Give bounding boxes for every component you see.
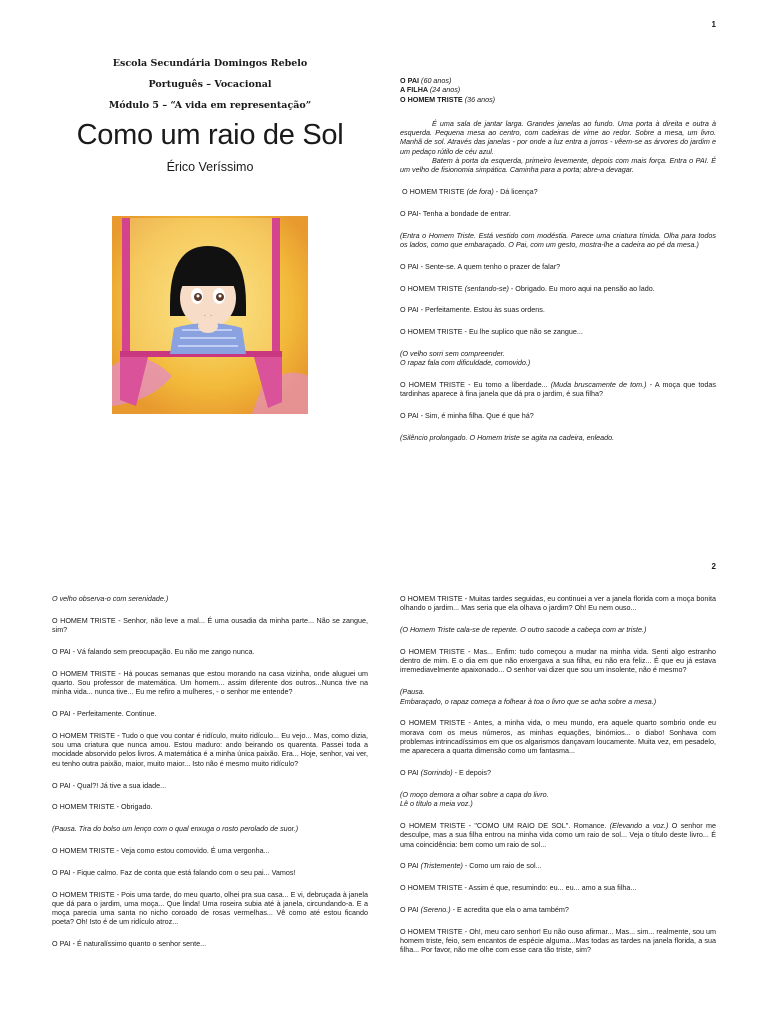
- document-page-2: [0, 548, 768, 1024]
- cast-item: O PAI (60 anos): [400, 76, 452, 85]
- stage-direction: Batem à porta da esquerda, primeiro levemente, depois com mais força. Entra o PAI. É um velho de fisionomia simpática. Caminha para a porta; abre-a devagar.: [400, 156, 716, 175]
- page2-right-column: [400, 594, 716, 967]
- dialogue-line: O PAI - Sim, é minha filha. Que é que há?: [400, 411, 534, 421]
- dialogue-line: O HOMEM TRISTE - Muitas tardes seguidas, eu continuei a ver a janela florida com a moça bonita olhando o jardim... Mas seria que ela olhava o jardim? Oh! Eu nem ouso...: [400, 594, 716, 613]
- page-number: 2: [711, 562, 716, 571]
- dialogue-line: O PAI - Perfeitamente. Estou às suas ordens.: [400, 305, 545, 315]
- dialogue-line: O PAI - É naturalíssimo quanto o senhor sente...: [52, 939, 207, 949]
- dialogue-line: O PAI - Sente-se. A quem tenho o prazer de falar?: [400, 261, 561, 271]
- dialogue-line: O PAI- Tenha a bondade de entrar.: [400, 208, 511, 218]
- dialogue-line: O HOMEM TRISTE - Veja como estou comovido. É uma vergonha...: [52, 845, 270, 855]
- stage-direction: (O moço demora a olhar sobre a capa do livro. Lê o título a meia voz.): [400, 789, 549, 809]
- dialogue-line: O HOMEM TRISTE (sentando-se) - Obrigado. Eu moro aqui na pensão ao lado.: [400, 283, 655, 293]
- course-name: Português – Vocacional: [148, 79, 272, 90]
- dialogue-line: O HOMEM TRISTE - Oh!, meu caro senhor! Eu não ouso afirmar... Mas... sim... realmente, sou um homem triste, feio, sem encantos de espécie alguma...Mas todas as tardes na janela florida, a sua filha... Por favor, não me olhe com esse cara tão triste, sim?: [400, 926, 716, 955]
- dialogue-line: O PAI - Vá falando sem preocupação. Eu não me zango nunca.: [52, 646, 255, 656]
- cover-illustration: [112, 216, 308, 414]
- girl-at-window-illustration: [112, 216, 308, 414]
- play-author: Érico Veríssimo: [166, 160, 254, 174]
- stage-direction: (Pausa. Tira do bolso um lenço com o qual enxuga o rosto perolado de suor.): [52, 824, 299, 834]
- dialogue-line: O PAI (Sorrindo) - E depois?: [400, 768, 491, 778]
- dialogue-line: O HOMEM TRISTE - Eu tomo a liberdade... (Muda bruscamente de tom.) - A moça que todas tardinhas aparece à fina janela que dá pra o jardim, é sua filha?: [400, 380, 716, 399]
- dialogue-line: O PAI - Qual?! Já tive a sua idade...: [52, 780, 167, 790]
- stage-direction: (O Homem Triste cala-se de repente. O outro sacode a cabeça com ar triste.): [400, 625, 647, 635]
- cast-item: A FILHA (24 anos): [400, 85, 461, 95]
- dialogue-line: O HOMEM TRISTE - Senhor, não leve a mal... É uma ousadia da minha parte... Não se zangue, sim?: [52, 615, 368, 635]
- dialogue-line: O HOMEM TRISTE (de fora) - Dá licença?: [402, 187, 538, 197]
- school-header: [60, 53, 360, 116]
- dialogue-line: O HOMEM TRISTE - Obrigado.: [52, 802, 153, 812]
- page-number: 1: [711, 20, 716, 29]
- dialogue-line: O HOMEM TRISTE - Eu lhe suplico que não se zangue...: [400, 327, 583, 337]
- dialogue-line: O HOMEM TRISTE - Há poucas semanas que estou morando na casa vizinha, onde aluguei um quarto. Sou professor de matemática. Um homem... assim diferente dos outros...Nunca tive na minha vida... nunca tive... Eu me refiro a mulheres, - o senhor me entende?: [52, 668, 368, 697]
- dialogue-line: O HOMEM TRISTE - Mas... Enfim: tudo começou a mudar na minha vida. Senti algo estranho dentro de mim. E o dia em que não enxergava a sua filha, eu não era feliz... É que eu já estava irremediavelmente apaixonado... O senhor vai dizer que sou um insolente, não é mesmo?: [400, 646, 717, 675]
- dialogue-line: O HOMEM TRISTE - Antes, a minha vida, o meu mundo, era aquele quarto sombrio onde eu morava com os meus números, as minhas equações, binómios... o diabo! Sonhava com problemas intrincadíssimos em que os algarismos dançavam loucamente. Muita vez, em pesadelo, me aparecera a quarta dimensão como um fantasma...: [400, 718, 716, 756]
- stage-direction: O velho observa-o com serenidade.): [52, 594, 169, 603]
- stage-direction: (Pausa. Embaraçado, o rapaz começa a folhear à toa o livro que se acha sobre a mesa.): [400, 687, 657, 706]
- page1-right-column: [400, 76, 716, 455]
- play-title: Como um raio de Sol: [76, 119, 344, 151]
- school-name: Escola Secundária Domingos Rebelo: [112, 58, 308, 69]
- stage-direction: (Entra o Homem Triste. Está vestido com modéstia. Parece uma criatura tímida. Olha para todos os lados, como que embaraçado. O Pai, com um gesto, mostra-lhe a cadeira ao pé da mesa.): [400, 230, 716, 250]
- stage-direction: É uma sala de jantar larga. Grandes janelas ao fundo. Uma porta à direita e outra à esquerda. Pequena mesa ao centro, com cadeiras de vime ao redor. Sobre a mesa, um livro. Manhã de sol. Através das janelas - por onde a luz entra a jorros - vêem-se as árvores do jardim e um pedaço rútilo de céu azul.: [400, 118, 716, 156]
- dialogue-line: O PAI - Perfeitamente. Continue.: [52, 709, 157, 719]
- stage-direction: (Silêncio prolongado. O Homem triste se agita na cadeira, enleado.: [400, 433, 615, 443]
- dialogue-line: O PAI (Sereno.) - E acredita que ela o ama também?: [400, 904, 569, 914]
- page2-left-column: [52, 594, 368, 961]
- dialogue-line: O HOMEM TRISTE - Assim é que, resumindo: eu... eu... amo a sua filha...: [400, 883, 637, 893]
- dialogue-line: O PAI (Tristemente) - Como um raio de sol...: [400, 861, 542, 871]
- dialogue-line: O HOMEM TRISTE - Tudo o que vou contar é ridículo, muito ridículo... Eu vejo... Mas, como dizia, sou uma criatura que nunca amou. Estou maduro: ando beirando os quarenta. Passei toda a mocidade absorvido pelos livros. A matemática é a minha única paixão. Era... Hoje, senhor, vai ver, eu tenho outra paixão, maior, muito maior... Isto não é mesmo muito ridículo?: [52, 730, 369, 768]
- dialogue-line: O HOMEM TRISTE - Pois uma tarde, do meu quarto, olhei pra sua casa... E vi, debruçada à janela que dá para o jardim, uma moça... Que linda! Uma roseira subia até à janela, circundando-a. E a moça parecia uma santa no nicho coroado de rosas vermelhas... Vê como até estou ficando poeta? Oh! Isto é de um ridículo atroz...: [52, 889, 368, 927]
- module-name: Módulo 5 – “A vida em representação”: [108, 100, 312, 111]
- dialogue-line: O PAI - Fique calmo. Faz de conta que está falando com o seu pai... Vamos!: [52, 867, 296, 877]
- cast-item: O HOMEM TRISTE (36 anos): [400, 94, 496, 104]
- stage-direction: (O velho sorri sem compreender. O rapaz fala com dificuldade, comovido.): [400, 349, 531, 368]
- dialogue-line: O HOMEM TRISTE - "COMO UM RAIO DE SOL". Romance. (Elevando a voz.) O senhor me desculpe, mas a sua filha entrou na minha vida como um raio de sol... Veja o título deste livro... É uma coincidência: bem como um raio de sol...: [400, 820, 717, 849]
- cast-list: [400, 76, 716, 104]
